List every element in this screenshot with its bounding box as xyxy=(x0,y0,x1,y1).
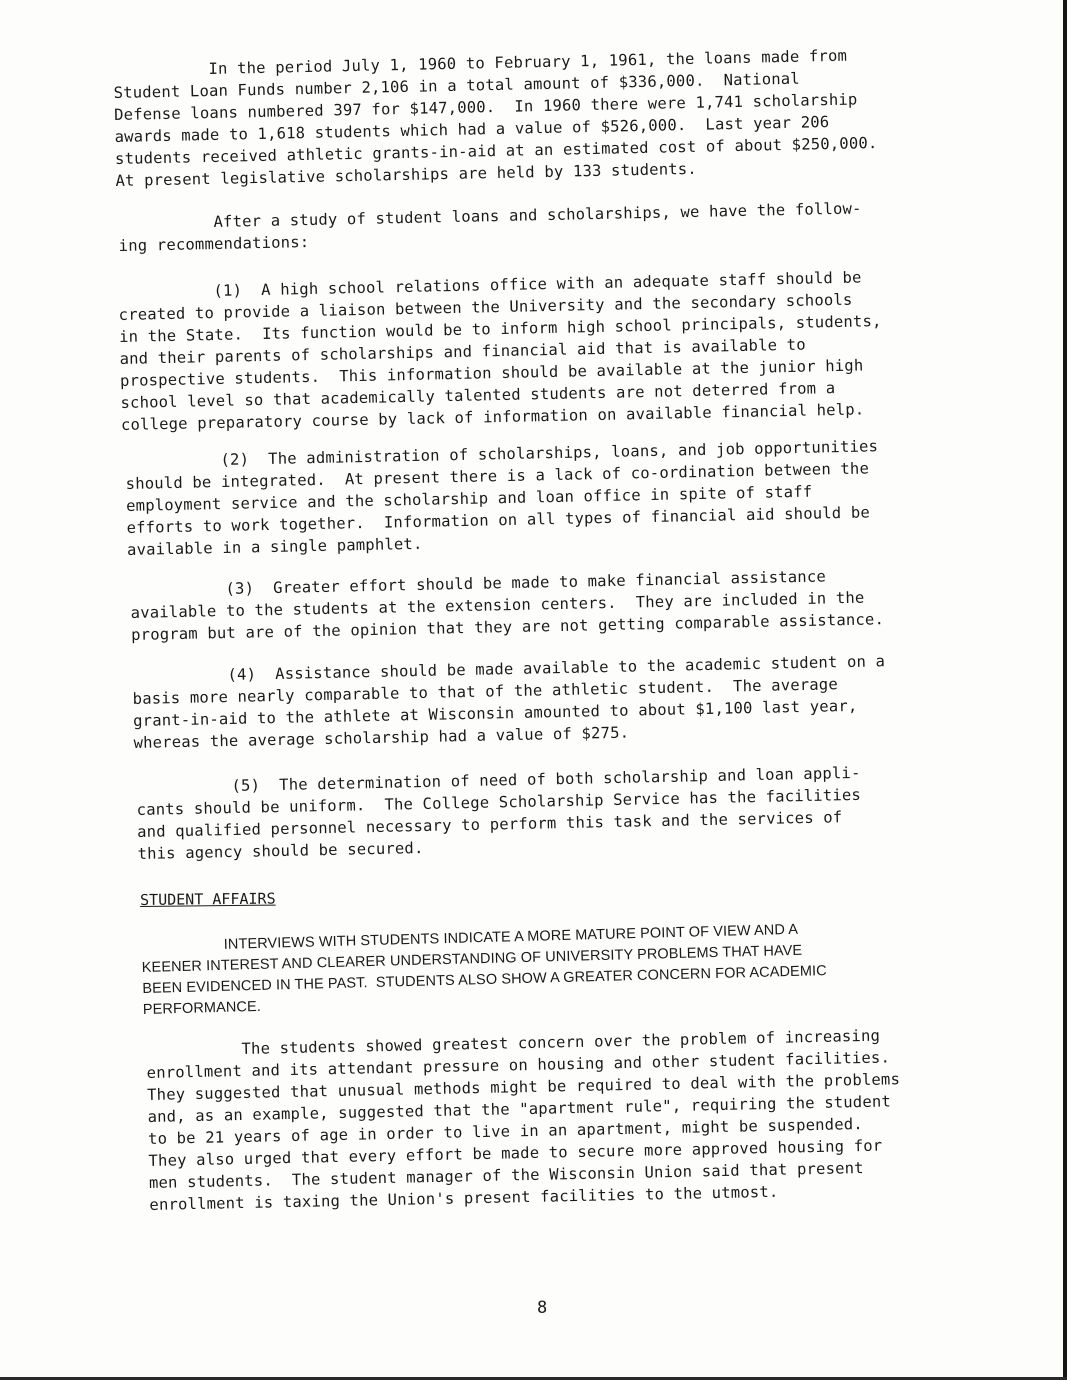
page-number: 8 xyxy=(537,1298,548,1318)
recommendation-1: (1) A high school relations office with an adequate staff should be created to provide a liaison between the University and the secondary schools in the State. Its function would be to inform high school principals, students, and their parents of scholarships and financial aid that is available to prospective students. This information should be available at the junior high school level so that academically talented students are not deterred from a college preparatory course by lack of information on available financial help. xyxy=(118,268,882,434)
section-heading-student-affairs: STUDENT AFFAIRS xyxy=(140,889,276,909)
recommendation-4: (4) Assistance should be made available to the academic student on a basis more nearly comparable to that of the athletic student. The average grant-in-aid to the athlete at Wisconsin amounted to about $1,100 last year, whereas the average scholarship had a value of $275. xyxy=(132,652,886,752)
student-concerns-paragraph: The students showed greatest concern over the problem of increasing enrollment and its attendant pressure on housing and other student facilities. They suggested that unusual methods might be required to deal with the problems and, as an example, suggested that the "apartment rule", requiring the student to be 21 years of age in order to live in an apartment, might be suspended. They also urged that every effort be made to secure more approved housing for men students. The student manager of the Wisconsin Union said that present enrollment is taxing the Union's present facilities to the utmost. xyxy=(146,1026,901,1214)
scan-edge-right xyxy=(1063,0,1067,1380)
recommendation-5: (5) The determination of need of both scholarship and loan appli- cants should be uniform. The College Scholarship Service has the facilities and qualified personnel necessary to perform this task and the services of this agency should be secured. xyxy=(136,763,862,863)
student-interviews-paragraph: INTERVIEWS WITH STUDENTS INDICATE A MORE MATURE POINT OF VIEW AND A KEENER INTEREST AND CLEARER UNDERSTANDING OF UNIVERSITY PROBLEMS THAT HAVE BEEN EVIDENCED IN THE PAST. STUDENTS ALSO SHOW A GREATER CONCERN FOR ACADEMIC PERFORMANCE. xyxy=(141,921,827,1018)
loans-summary-paragraph: In the period July 1, 1960 to February 1, 1961, the loans made from Student Loan Funds number 2,106 in a total amount of $336,000. National Defense loans numbered 397 for $147,000. In 1960 there were 1,741 scholarship awards made to 1,618 students which had a value of $526,000. Last year 206 students received athletic grants-in-aid at an estimated cost of about $250,000. At present legislative scholarships are held by 133 students. xyxy=(113,46,878,190)
recommendation-3: (3) Greater effort should be made to make financial assistance available to the students at the extension centers. They are included in the program but are of the opinion that they are not getting comparable assistance. xyxy=(130,567,885,644)
recommendation-2: (2) The administration of scholarships, loans, and job opportunities should be integrated. At present there is a lack of co-ordination between the employment service and the scholarship and loan office in spite of staff efforts to work together. Information on all types of financial aid should be available in a single pamphlet. xyxy=(125,437,879,559)
recommendations-intro-paragraph: After a study of student loans and scholarships, we have the follow- ing recommendations: xyxy=(118,199,862,255)
